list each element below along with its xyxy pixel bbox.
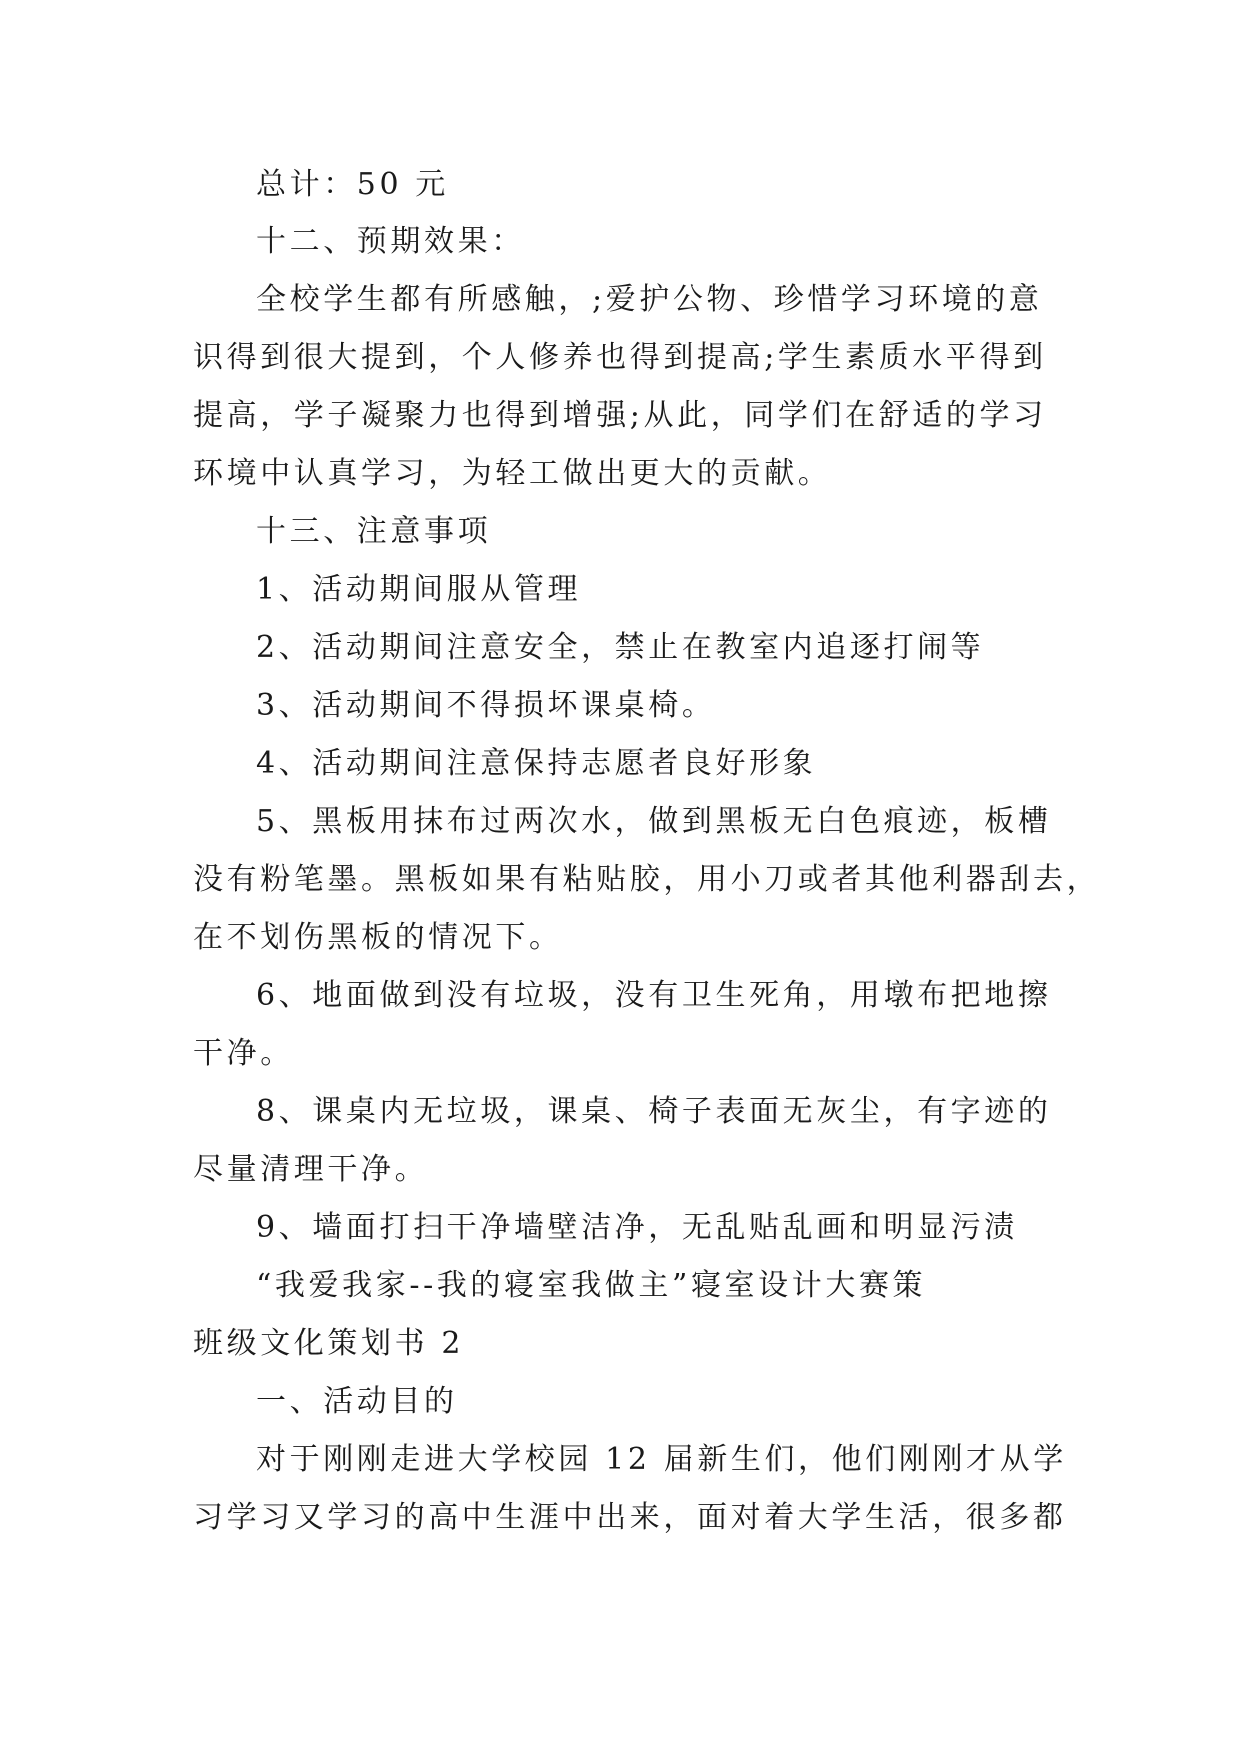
text-line: 干净。 <box>193 1036 294 1071</box>
list-item: 2、活动期间注意安全，禁止在教室内追逐打闹等 <box>256 630 985 665</box>
text-line: “我爱我家--我的寝室我做主”寝室设计大赛策 <box>256 1268 927 1303</box>
text-line: 对于刚刚走进大学校园 12 届新生们，他们刚刚才从学 <box>256 1442 1067 1477</box>
text-line: 没有粉笔墨。黑板如果有粘贴胶，用小刀或者其他利器刮去， <box>193 862 1101 897</box>
list-item: 5、黑板用抹布过两次水，做到黑板无白色痕迹，板槽 <box>256 804 1052 839</box>
list-item: 4、活动期间注意保持志愿者良好形象 <box>256 746 817 781</box>
text-line: 环境中认真学习，为轻工做出更大的贡献。 <box>193 456 832 491</box>
section-heading: 十二、预期效果： <box>256 224 525 259</box>
text-line: 尽量清理干净。 <box>193 1152 429 1187</box>
text-line: 识得到很大提到，个人修养也得到提高;学生素质水平得到 <box>193 340 1047 375</box>
text-line: 总计：50 元 <box>256 167 449 202</box>
text-line: 提高，学子凝聚力也得到增强;从此，同学们在舒适的学习 <box>193 398 1047 433</box>
list-item: 9、墙面打扫干净墙壁洁净，无乱贴乱画和明显污渍 <box>256 1210 1018 1245</box>
document-title: 班级文化策划书 2 <box>193 1326 465 1361</box>
list-item: 3、活动期间不得损坏课桌椅。 <box>256 688 716 723</box>
text-line: 在不划伤黑板的情况下。 <box>193 920 563 955</box>
list-item: 8、课桌内无垃圾，课桌、椅子表面无灰尘，有字迹的 <box>256 1094 1052 1129</box>
text-line: 习学习又学习的高中生涯中出来，面对着大学生活，很多都 <box>193 1500 1067 1535</box>
list-item: 1、活动期间服从管理 <box>256 572 582 607</box>
section-heading: 一、活动目的 <box>256 1384 458 1419</box>
list-item: 6、地面做到没有垃圾，没有卫生死角，用墩布把地擦 <box>256 978 1052 1013</box>
text-line: 全校学生都有所感触，;爱护公物、珍惜学习环境的意 <box>256 282 1043 317</box>
section-heading: 十三、注意事项 <box>256 514 492 549</box>
